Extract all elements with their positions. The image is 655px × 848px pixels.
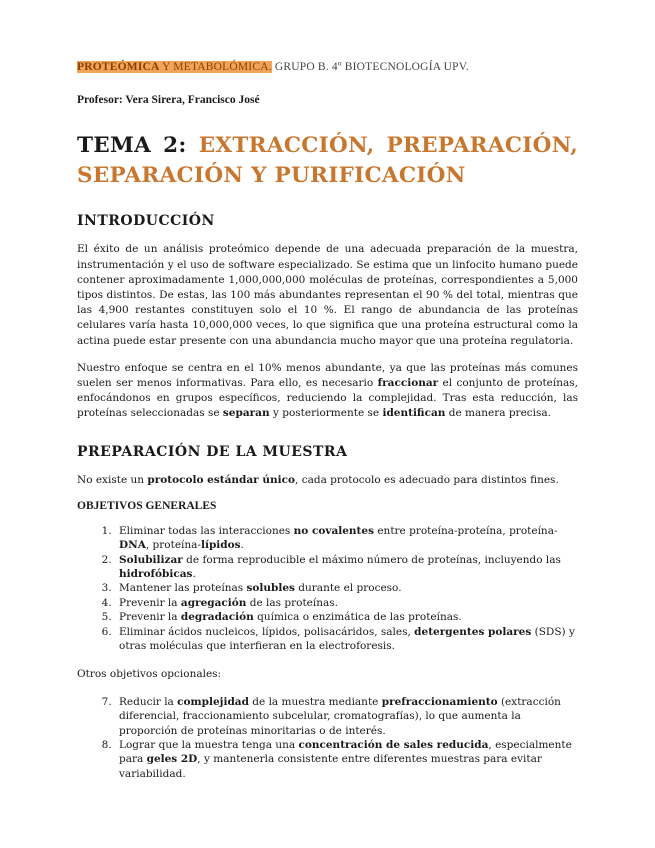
text-run: y posteriormente se [269,407,383,420]
objective-item [115,524,578,553]
text-run: , especialmente para [119,738,572,766]
title-text: EXTRACCIÓN, PREPARACIÓN, SEPARACIÓN Y PURIFICACIÓN [77,133,578,189]
text-run: Prevenir la [119,611,181,624]
prep-heading: PREPARACIÓN DE LA MUESTRA [77,443,348,460]
title-label: TEMA 2: [77,133,199,159]
bold-term: hidrofóbicas [119,568,193,581]
bold-term: fraccionar [377,377,439,390]
bold-term: identifican [382,407,446,420]
professor-line: Profesor: Vera Sirera, Francisco José [77,94,260,107]
text-run: Eliminar todas las interacciones [119,524,294,537]
text-run: Prevenir la [119,596,181,609]
text-run: , proteína- [145,539,201,552]
bold-term: agregación [180,596,247,609]
text-run: No existe un [77,473,148,486]
text-run: Mantener las proteínas [119,582,247,595]
text-run: Nuestro enfoque se centra en el 10% menos abundante, ya que las proteínas más comunes suelen ser menos informativas. Para ello, es necesario [77,361,578,390]
text-run: , cada protocolo es adecuado para distintos fines. [295,473,559,486]
text-run: (extracción diferencial, fraccionamiento subcelular, cromatografías), lo que aumenta la proporción de proteínas minoritarias o de interés. [119,695,561,737]
objective-item [115,581,578,595]
text-run: de la muestra mediante [248,695,382,708]
text-run: el conjunto de proteínas, enfocándonos en grupos específicos, reduciendo la complejidad. Tras esta reducción, las proteínas seleccionadas se [77,377,579,420]
bold-term: complejidad [177,695,249,708]
text-run: . [192,568,196,581]
text-run: , y mantenerla consistente entre diferentes muestras para evitar variabilidad. [119,753,542,780]
bold-term: protocolo estándar único [147,473,296,486]
objective-item [115,695,578,738]
objective-item [115,610,578,624]
bold-term: prefraccionamiento [381,695,498,708]
text-run: de forma reproducible el máximo número de proteínas, incluyendo las [182,553,561,566]
bold-term: geles 2D [146,753,198,766]
bold-term: Solubilizar [119,553,183,566]
text-run: Lograr que la muestra tenga una [119,738,299,751]
text-run: (SDS) y otras moléculas que interfieran en la electroforesis. [119,625,575,653]
course-name-main: PROTEÓMICA [77,61,160,73]
optional-objectives-heading: Otros objetivos opcionales: [77,667,222,680]
general-objectives-list [77,524,578,654]
text-run: de manera precisa. [445,407,552,420]
optional-objectives-list [77,695,578,781]
text-run: entre proteína-proteína, proteína- [374,524,558,537]
prep-paragraph [77,473,578,488]
text-run: de las proteínas. [246,596,338,609]
objective-item [115,596,578,610]
intro-heading: INTRODUCCIÓN [77,213,215,230]
objective-item [115,738,578,781]
text-run: Eliminar ácidos nucleicos, lípidos, polisacáridos, sales, [119,625,415,638]
text-run: . [240,539,244,552]
document-title [77,131,578,191]
bold-term: degradación [180,611,254,624]
text-run: química o enzimática de las proteínas. [253,611,462,624]
objectives-heading: OBJETIVOS GENERALES [77,499,217,512]
bold-term: separan [222,407,270,420]
text-run: durante el proceso. [294,582,402,595]
text-run: Reducir la [119,695,178,708]
bold-term: detergentes polares [414,625,532,638]
objective-item [115,553,578,582]
bold-term: concentración de sales reducida [298,738,489,751]
bold-term: DNA [119,539,146,552]
bold-term: no covalentes [293,524,374,537]
course-header [77,60,578,75]
intro-paragraph-1: El éxito de un análisis proteómico depende de una adecuada preparación de la muestra, instrumentación y el uso de software especializado. Se estima que un linfocito humano puede contener aproximadamente 1,000,000,000 moléculas de proteínas, correspondientes a 5,000 tipos distintos. De estas, las 100 más abundantes representan el 90 % del total, mientras que las 4,900 restantes constituyen solo el 10 %. El rango de abundancia de las proteínas celulares varía hasta 10,000,000 veces, lo que significa que una proteína estructural como la actina puede estar presente con una abundancia mucho mayor que una proteína regulatoria. [77,243,578,347]
course-group: GRUPO B. 4º BIOTECNOLOGÍA UPV. [271,61,469,73]
bold-term: solubles [246,582,295,595]
objective-item [115,625,578,654]
bold-term: lípidos [200,539,241,552]
course-name-highlight [77,61,272,73]
course-name-sub: Y METABOLÓMICA. [159,61,272,73]
intro-paragraph-2 [77,361,578,422]
